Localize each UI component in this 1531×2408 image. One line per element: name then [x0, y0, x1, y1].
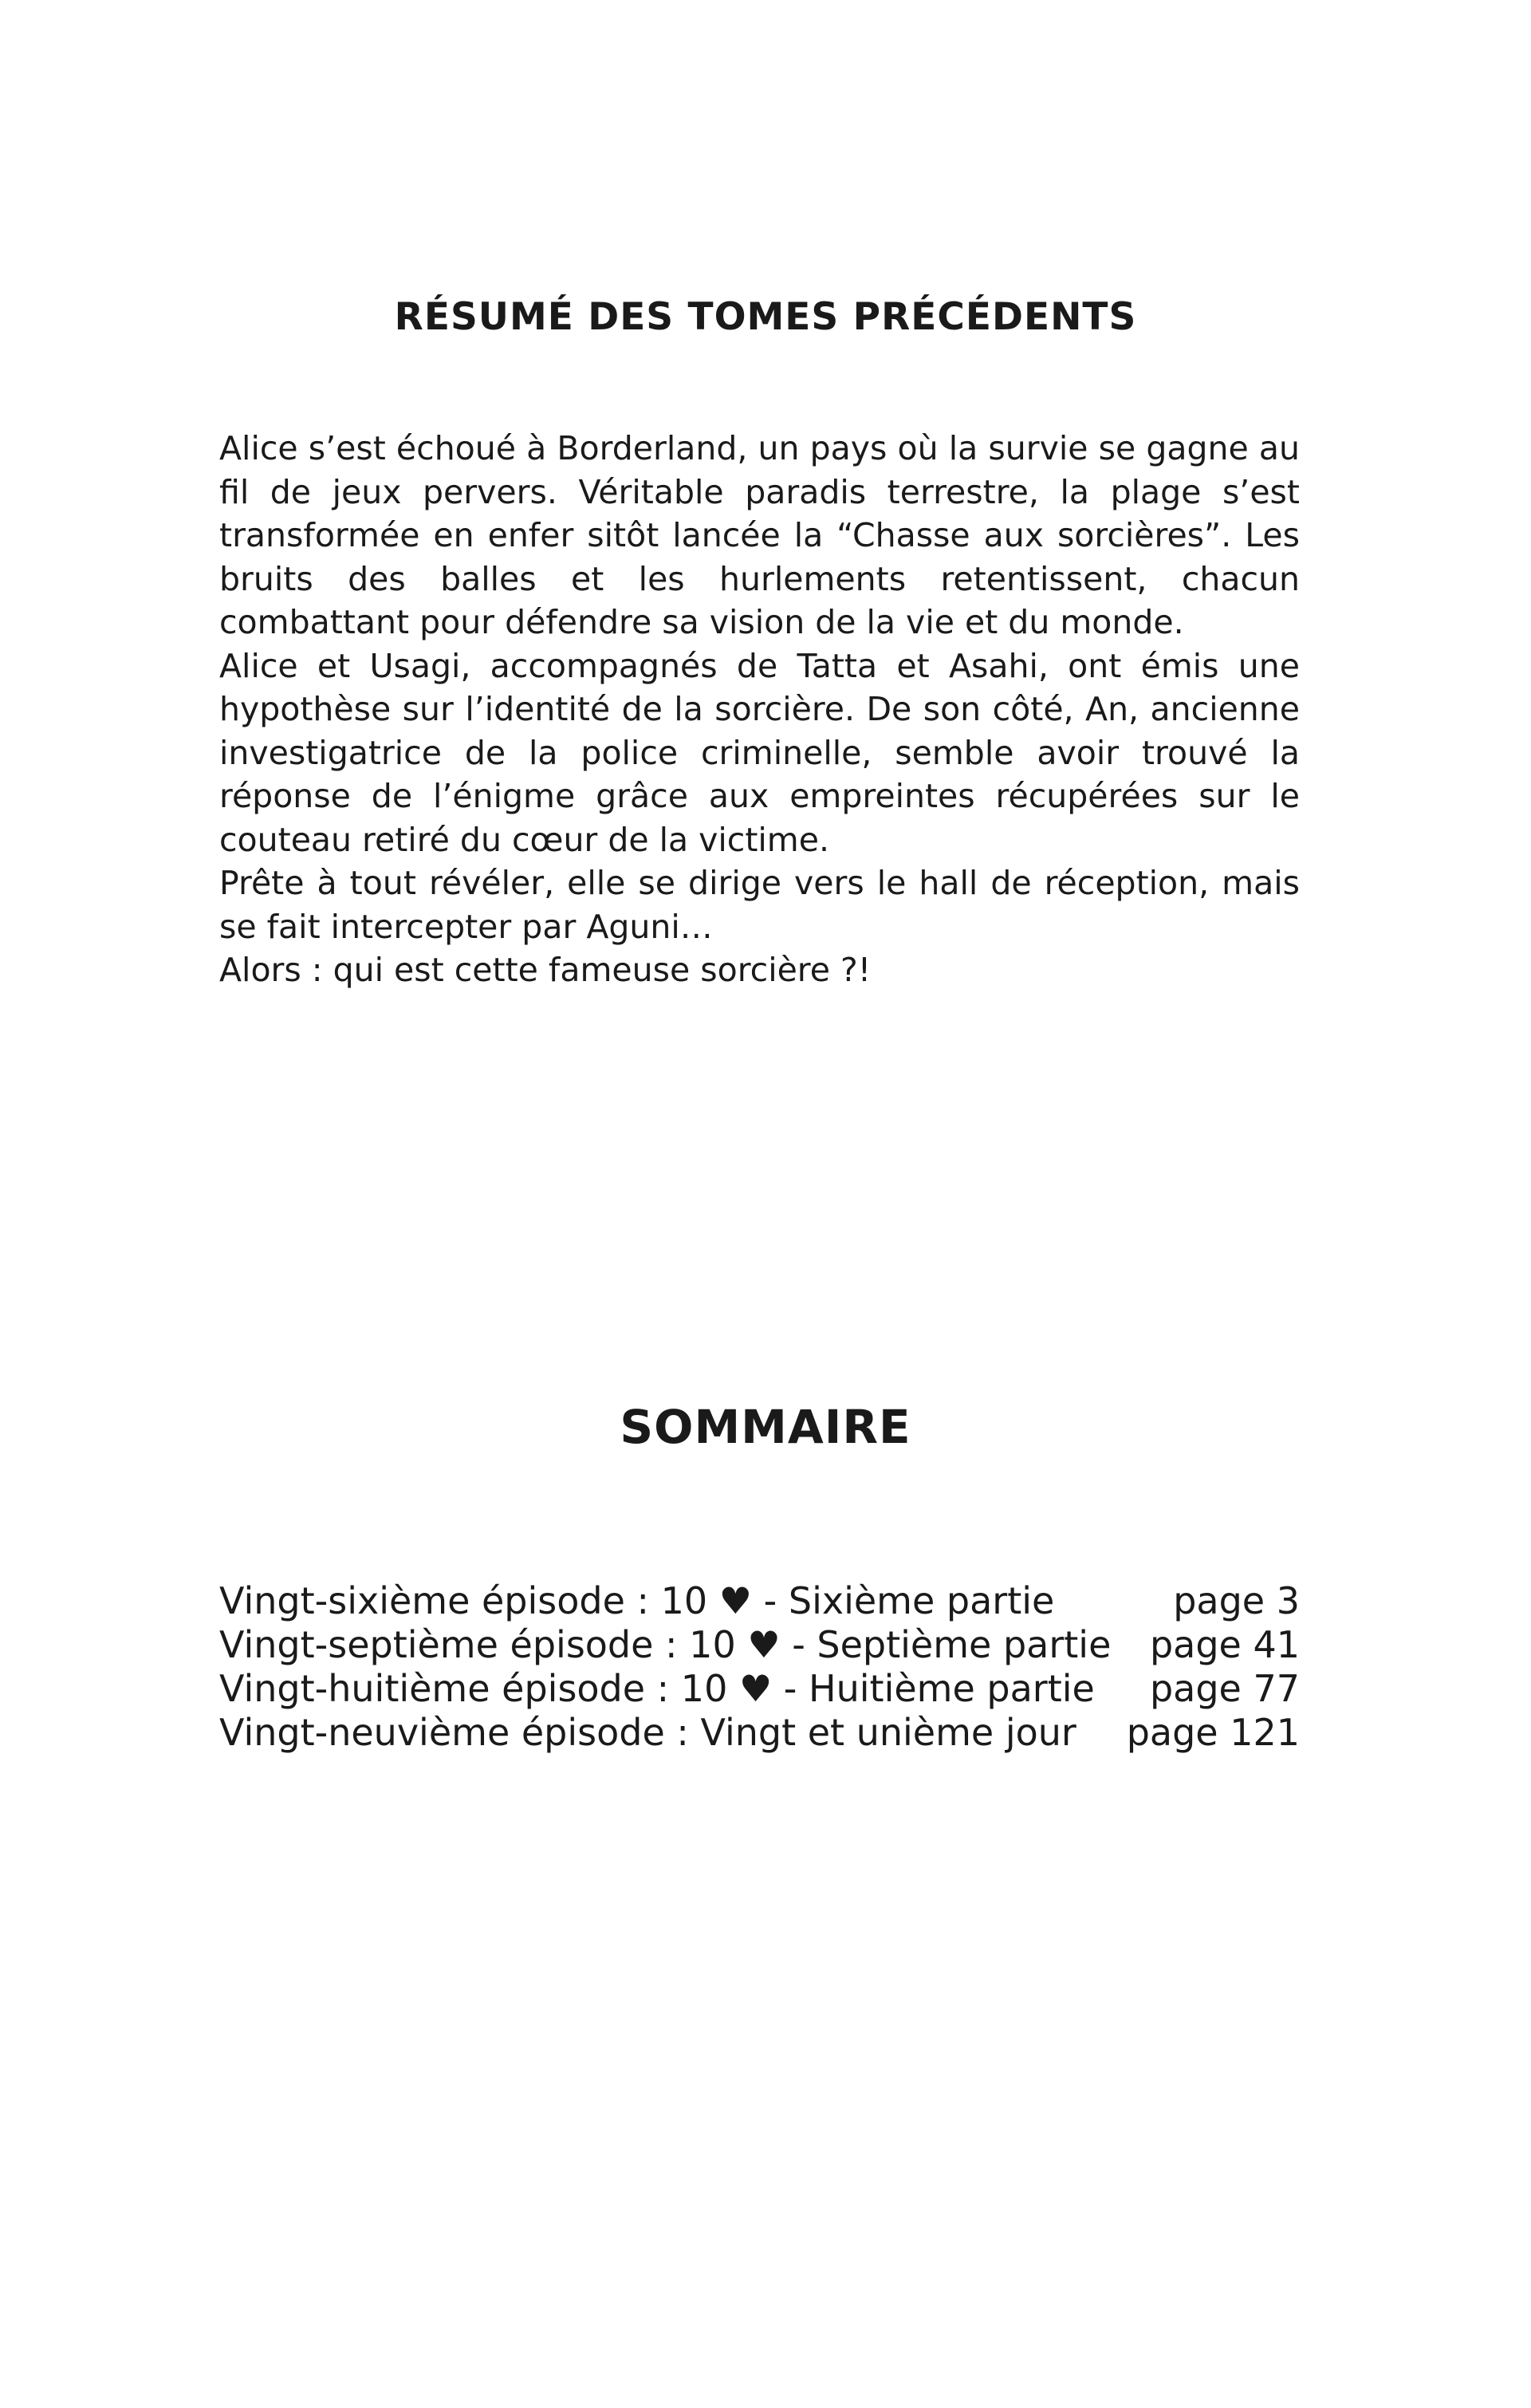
table-of-contents: [219, 1579, 1300, 1755]
summary-paragraph: Prête à tout révéler, elle se dirige vers le hall de réception, mais se fait intercepter par Aguni…: [219, 864, 1300, 946]
toc-entry-page: page 3: [1173, 1579, 1300, 1622]
toc-entry: [219, 1623, 1300, 1667]
toc-entry-page: page 77: [1149, 1667, 1300, 1710]
toc-entry-label: Vingt-huitième épisode : 10 ♥ - Huitième partie: [219, 1667, 1095, 1710]
summary-title: RÉSUMÉ DES TOMES PRÉCÉDENTS: [394, 295, 1137, 339]
toc-entry-page: page 41: [1149, 1623, 1300, 1666]
toc-entry-label: Vingt-septième épisode : 10 ♥ - Septième partie: [219, 1623, 1112, 1666]
toc-entry-page: page 121: [1126, 1711, 1300, 1754]
toc-entry: [219, 1579, 1300, 1623]
toc-entry: [219, 1711, 1300, 1755]
toc-entry-label: Vingt-sixième épisode : 10 ♥ - Sixième partie: [219, 1579, 1055, 1622]
summary-paragraph: Alice et Usagi, accompagnés de Tatta et Asahi, ont émis une hypothèse sur l’identité de la sorcière. De son côté, An, ancienne investigatrice de la police criminelle, semble avoir trouvé la réponse de l’énigme grâce aux empreintes récupérées sur le couteau retiré du cœur de la victime.: [219, 646, 1300, 859]
contents-title: SOMMAIRE: [620, 1400, 911, 1454]
summary-paragraph: Alors : qui est cette fameuse sorcière ?!: [219, 951, 872, 989]
summary-paragraph: Alice s’est échoué à Borderland, un pays où la survie se gagne au fil de jeux pervers. Véritable paradis terrestre, la plage s’est transformée en enfer sitôt lancée la “Chasse aux sorcières”. Les bruits des balles et les hurlements retentissent, chacun combattant pour défendre sa vision de la vie et du monde.: [219, 429, 1300, 641]
toc-entry: [219, 1667, 1300, 1711]
summary-text: [219, 427, 1300, 992]
toc-entry-label: Vingt-neuvième épisode : Vingt et unième jour: [219, 1711, 1076, 1754]
